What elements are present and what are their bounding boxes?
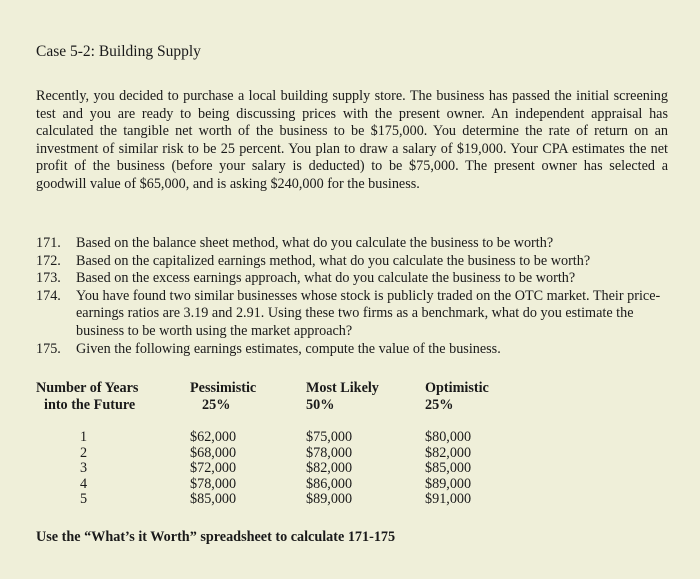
pessimistic-cell: $85,000	[190, 491, 237, 508]
question-text: Based on the capitalized earnings method, what do you calculate the business to be worth?	[76, 252, 591, 269]
header-years-line1: Number of Years	[36, 380, 139, 396]
question-number: 175.	[36, 340, 61, 357]
pessimistic-cell: $72,000	[190, 460, 237, 477]
pessimistic-cell: $68,000	[190, 444, 237, 461]
header-most-likely-line1: Most Likely	[306, 380, 379, 396]
most-likely-cell: $75,000	[306, 429, 353, 445]
question-number: 173.	[36, 270, 61, 287]
header-optimistic	[425, 380, 489, 414]
question-item	[36, 235, 668, 253]
most-likely-cell: $89,000	[306, 491, 353, 508]
header-years	[36, 380, 138, 414]
header-most-likely-line2: 50%	[306, 397, 335, 413]
intro-paragraph: Recently, you decided to purchase a local building supply store. The business has passed the initial screening test and you are ready to being discussing prices with the present owner. An independent appraisal has calculated the tangible net worth of the business to be $175,000. You determine the rate of return on an investment of similar risk to be 25 percent. You plan to draw a salary of $19,000. Your CPA estimates the net profit of the business (before your salary is deducted) to be $75,000. The present owner has selected a goodwill value of $65,000, and is asking $240,000 for the business.	[36, 88, 668, 192]
pessimistic-cell: $62,000	[190, 429, 237, 445]
question-text: Given the following earnings estimates, compute the value of the business.	[76, 340, 501, 357]
header-pessimistic-line2: 25%	[202, 397, 231, 413]
most-likely-cell: $86,000	[306, 475, 353, 492]
years-column	[80, 430, 87, 508]
optimistic-cell: $80,000	[425, 429, 472, 445]
optimistic-cell: $91,000	[425, 491, 472, 508]
header-pessimistic-line1: Pessimistic	[190, 380, 257, 396]
footer-instruction: Use the “What’s it Worth” spreadsheet to calculate 171-175	[36, 529, 396, 545]
question-number: 172.	[36, 252, 61, 269]
header-pessimistic	[190, 380, 256, 414]
pessimistic-cell: $78,000	[190, 475, 237, 492]
year-cell: 5	[80, 491, 88, 508]
header-years-line2: into the Future	[44, 397, 136, 413]
pessimistic-column	[190, 430, 236, 508]
header-optimistic-line1: Optimistic	[425, 380, 489, 396]
header-most-likely	[306, 380, 379, 414]
year-cell: 2	[80, 444, 88, 461]
year-cell: 4	[80, 475, 88, 492]
header-optimistic-line2: 25%	[425, 397, 454, 413]
question-text: Based on the excess earnings approach, what do you calculate the business to be worth?	[76, 270, 576, 287]
question-number: 171.	[36, 235, 61, 251]
most-likely-cell: $82,000	[306, 460, 353, 477]
question-text: Based on the balance sheet method, what do you calculate the business to be worth?	[76, 235, 554, 251]
optimistic-cell: $85,000	[425, 460, 472, 477]
optimistic-cell: $89,000	[425, 475, 472, 492]
most-likely-column	[306, 430, 352, 508]
question-text: You have found two similar businesses whose stock is publicly traded on the OTC market. Their price-earnings ratios are 3.19 and 2.91. Using these two firms as a benchmark, what do you estimate the business to be worth using the market approach?	[76, 287, 661, 339]
year-cell: 3	[80, 460, 88, 477]
most-likely-cell: $78,000	[306, 444, 353, 461]
optimistic-cell: $82,000	[425, 444, 472, 461]
question-item	[36, 288, 668, 341]
question-item	[36, 341, 668, 359]
year-cell: 1	[80, 429, 88, 445]
case-title: Case 5-2: Building Supply	[36, 43, 201, 60]
question-number: 174.	[36, 287, 61, 304]
question-item	[36, 253, 668, 271]
optimistic-column	[425, 430, 471, 508]
question-item	[36, 270, 668, 288]
question-list	[36, 235, 668, 358]
